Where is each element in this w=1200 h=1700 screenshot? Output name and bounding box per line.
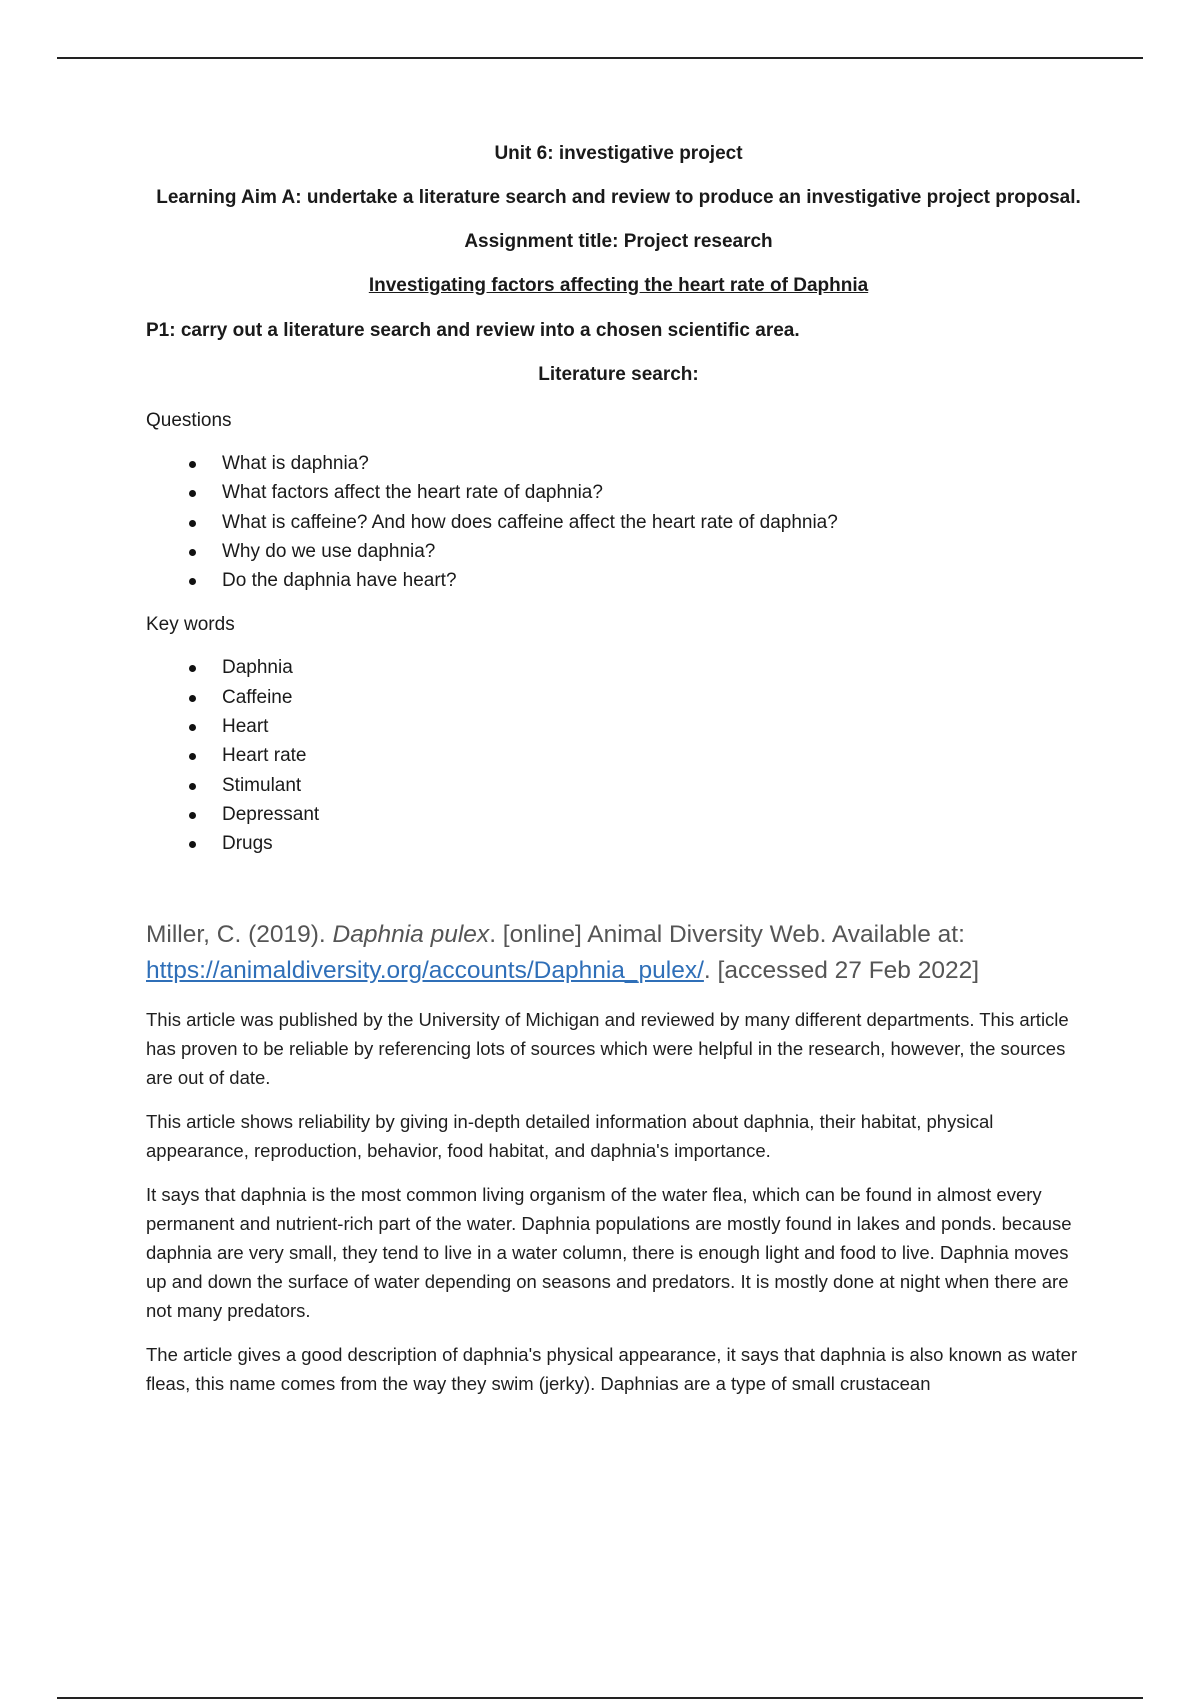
learning-aim: Learning Aim A: undertake a literature search and review to produce an investigative project proposal. [156,187,1081,208]
list-item [146,449,1091,478]
list-item [146,683,1091,712]
question-text: What is daphnia? [222,453,369,474]
list-item [146,537,1091,566]
reference-suffix: . [accessed 27 Feb 2022] [703,956,980,984]
bullet-icon [189,578,196,585]
question-text: Do the daphnia have heart? [222,570,457,592]
question-text: Why do we use daphnia? [222,540,436,562]
keywords-list [146,653,1091,858]
reference-middle: . [online] Animal Diversity Web. Available at: [489,920,965,948]
list-item [146,653,1091,682]
keyword-text: Heart [222,716,269,738]
bullet-icon [189,520,196,527]
bullet-icon [189,461,196,468]
questions-list [146,449,1091,595]
bullet-icon [189,841,196,848]
list-item [146,771,1091,800]
bullet-icon [189,549,196,556]
paragraph: It says that daphnia is the most common living organism of the water flea, which can be found in almost every permanent and nutrient-rich part of the water. Daphnia populations are mostly found in lakes and ponds. because daphnia are very small, they tend to live in a water column, there is enough light and food to live. Daphnia moves up and down the surface of water depending on seasons and predators. It is mostly done at night when there are not many predators. [146,1183,1072,1321]
paragraph: This article shows reliability by giving in-depth detailed information about daphnia, their habitat, physical appearance, reproduction, behavior, food habitat, and daphnia's importance. [146,1110,994,1161]
bullet-icon [189,753,196,760]
criterion-heading: P1: carry out a literature search and review into a chosen scientific area. [146,320,800,341]
bullet-icon [189,490,196,497]
bullet-icon [189,783,196,790]
list-item [146,508,1091,537]
reference-prefix: Miller, C. (2019). [146,920,333,948]
bullet-icon [189,724,196,731]
list-item [146,566,1091,595]
list-item [146,478,1091,507]
document-page [146,140,1091,1413]
reference-citation [146,917,1091,989]
bullet-icon [189,665,196,672]
keyword-text: Drugs [222,833,273,855]
keyword-text: Stimulant [222,774,302,796]
keyword-text: Heart rate [222,745,307,767]
bottom-rule [57,1697,1143,1699]
list-item [146,829,1091,858]
paragraph: This article was published by the University of Michigan and reviewed by many different departments. This article has proven to be reliable by referencing lots of sources which were helpful in the research, however, the sources are out of date. [146,1008,1069,1088]
list-item [146,800,1091,829]
top-rule [57,57,1143,59]
bullet-icon [189,695,196,702]
keywords-label: Key words [146,614,235,636]
keyword-text: Daphnia [222,657,293,679]
reference-link[interactable]: https://animaldiversity.org/accounts/Daphnia_pulex/ [146,956,704,984]
section-heading: Literature search: [538,364,699,385]
keyword-text: Caffeine [222,686,293,708]
paragraph: The article gives a good description of daphnia's physical appearance, it says that daphnia is also known as water fleas, this name comes from the way they swim (jerky). Daphnias are a type of small crustacean [146,1343,1078,1394]
unit-title: Unit 6: investigative project [494,143,743,164]
bullet-icon [189,812,196,819]
list-item [146,741,1091,770]
questions-label: Questions [146,410,232,431]
keyword-text: Depressant [222,803,320,825]
assignment-title: Assignment title: Project research [464,231,773,252]
reference-title: Daphnia pulex [332,920,490,948]
list-item [146,712,1091,741]
question-text: What factors affect the heart rate of daphnia? [222,482,603,504]
topic-heading: Investigating factors affecting the heart rate of Daphnia [368,275,869,296]
question-text: What is caffeine? And how does caffeine affect the heart rate of daphnia? [222,511,838,533]
